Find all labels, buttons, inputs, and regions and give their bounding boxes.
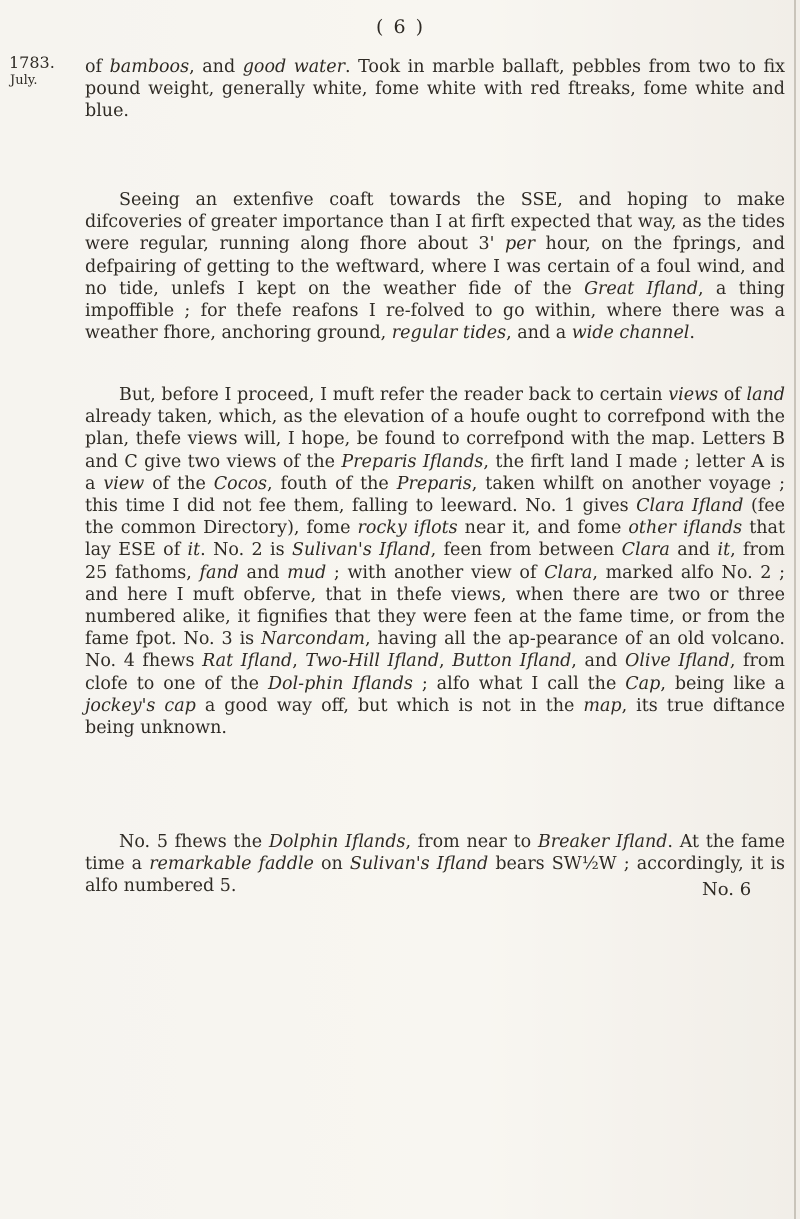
italic-term: it (717, 540, 731, 561)
page-edge (794, 0, 796, 1219)
italic-term: Button Ifland (452, 651, 572, 672)
italic-term: Narcondam (261, 629, 366, 650)
italic-term: good water (242, 57, 345, 77)
italic-term: land (746, 385, 786, 405)
italic-term: Dol-phin Iflands (268, 673, 413, 694)
paragraph-3: But, before I proceed, I muft refer the reader back to certain views of land already taken, which, as the elevation of a houfe ought to correfpond with the plan, thefe views will, I hope, be found to correfpond with the map. Letters B and C give two views of the Preparis Iflands, the firft land I made ; letter A is a view of the Cocos, fouth of the Preparis, taken whilft on another voyage ; this time I did not fee them, falling to leeward. No. 1 gives Clara Ifland (fee the common Directory), fome rocky iflots near it, and fome other iflands that lay ESE of it. No. 2 is Sulivan's Ifland, feen from between Clara and it, from 25 fathoms, fand and mud ; with another view of Clara, marked alfo No. 2 ; and here I muft obferve, that in thefe views, when there are two or three numbered alike, it fignifies that they were feen at the fame time, or from the fame fpot. No. 3 is Narcondam, having all the ap-pearance of an old volcano. No. 4 fhews Rat Ifland, Two-Hill Ifland, Button Ifland, and Olive Ifland, from clofe to one of the Dol-phin Iflands ; alfo what I call the Cap, being like a jockey's cap a good way off, but which is not in the map, its true diftance being unknown. (85, 385, 786, 739)
italic-term: Clara (621, 540, 670, 561)
italic-term: view (103, 473, 145, 494)
italic-term: Sulivan's Ifland (291, 540, 431, 561)
italic-term: Rat Ifland (202, 651, 293, 672)
italic-term: bamboos (109, 57, 190, 77)
catchword: No. 6 (702, 879, 752, 900)
italic-term: Olive Ifland (624, 651, 730, 672)
page-number: ( 6 ) (376, 16, 425, 38)
italic-term: jockey's cap (85, 695, 196, 716)
italic-term: Sulivan's Ifland (349, 854, 489, 875)
italic-term: Great Ifland (584, 278, 699, 299)
italic-term: Clara Ifland (636, 496, 744, 517)
italic-term: fand (199, 562, 239, 583)
italic-term: Breaker Ifland (537, 832, 668, 852)
italic-term: mud (287, 562, 327, 583)
italic-term: Preparis Iflands (341, 451, 484, 472)
paragraph-4: No. 5 fhews the Dolphin Iflands, from near to Breaker Ifland. At the fame time a remarkable faddle on Sulivan's Ifland bears SW½W ; accordingly, it is alfo numbered 5. (85, 832, 786, 897)
italic-term: Clara (544, 562, 593, 583)
italic-term: other iflands (628, 518, 743, 539)
paragraph-1: of bamboos, and good water. Took in marble ballaft, pebbles from two to fix pound weight, generally white, fome white with red ftreaks, fome white and blue. (85, 57, 785, 122)
italic-term: rocky iflots (357, 518, 458, 539)
italic-term: map (583, 695, 622, 716)
italic-term: Cap (625, 673, 661, 694)
italic-term: per (505, 234, 535, 255)
margin-year: 1783. (9, 53, 55, 72)
margin-month: July. (10, 73, 38, 88)
italic-term: it (187, 540, 201, 561)
italic-term: Preparis (396, 473, 472, 494)
paragraph-2: Seeing an extenfive coaft towards the SSE, and hoping to make difcoveries of greater importance than I at firft expected that way, as the tides were regular, running along fhore about 3' per hour, on the fprings, and defpairing of getting to the weftward, where I was certain of a foul wind, and no tide, unlefs I kept on the weather fide of the Great Ifland, a thing impoffible ; for thefe reafons I re-folved to go within, where there was a weather fhore, anchoring ground, regular tides, and a wide channel. (85, 190, 785, 344)
italic-term: Two-Hill Ifland (305, 651, 440, 672)
italic-term: Cocos (213, 473, 268, 494)
italic-term: regular tides (391, 323, 507, 344)
margin-date (9, 54, 55, 90)
italic-term: wide channel (571, 323, 690, 344)
italic-term: Dolphin Iflands (268, 832, 406, 852)
italic-term: remarkable faddle (149, 854, 314, 875)
italic-term: views (668, 385, 719, 405)
